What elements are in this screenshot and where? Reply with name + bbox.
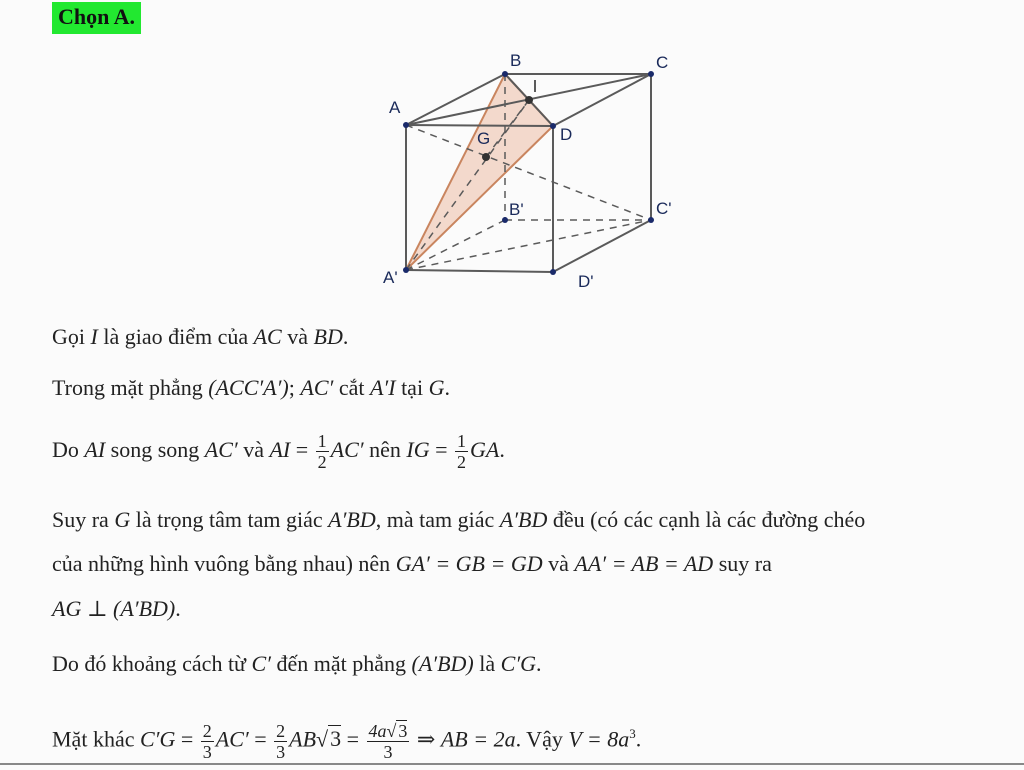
- answer-tag: Chọn A.: [52, 2, 141, 34]
- fraction-two-thirds: $\frac{2}{3}$: [202, 720, 212, 762]
- label-d-prime: D': [578, 272, 594, 291]
- bottom-divider: [0, 763, 1024, 765]
- solution-line-4: Suy ra G là trọng tâm tam giác A′BD, mà tam giác A′BD đều (có các cạnh là các đường chéo: [52, 507, 866, 532]
- label-b: B: [510, 51, 522, 70]
- label-d: D: [560, 125, 573, 144]
- label-b-prime: B': [509, 200, 524, 219]
- solution-line-5: của những hình vuông bằng nhau) nên GA′ = GB = GD và AA′ = AB = AD suy ra: [52, 551, 772, 576]
- sqrt-symbol: √: [316, 726, 329, 752]
- solution-line-8: Mặt khác C′G = $\frac{2}{3}$ AC′ = $\frac{2}{3}$ AB√3 = $\frac{4a√ 3}{3}$ ⇒ AB = 2a. Vậy $V = 8a^3$.: [52, 720, 642, 762]
- solution-line-1: Gọi I là giao điểm của AC và BD.: [52, 324, 349, 349]
- fraction-4a-sqrt3-over-3: $\frac{4a√ 3}{3}$: [368, 720, 408, 762]
- solution-line-3: Do AI song song AC′ và AI = $\frac{1}{2}$ AC′ nên IG = $\frac{1}{2}$ GA.: [52, 431, 505, 473]
- fraction-one-half-2: $\frac{1}{2}$: [457, 431, 467, 473]
- fraction-one-half: $\frac{1}{2}$: [317, 431, 327, 473]
- solution-line-6: AG ⊥ (A′BD).: [52, 596, 181, 621]
- label-a: A: [389, 98, 401, 117]
- label-c: C: [656, 53, 669, 72]
- label-g: G: [477, 129, 491, 148]
- solution-line-7: Do đó khoảng cách từ C′ đến mặt phẳng (A′BD) là C′G.: [52, 651, 542, 676]
- solution-line-2: Trong mặt phẳng (ACC′A′); AC′ cắt A′I tại G.: [52, 375, 450, 400]
- fraction-two-thirds-2: $\frac{2}{3}$: [276, 720, 286, 762]
- cube-figure: [0, 0, 1024, 300]
- label-c-prime: C': [656, 199, 672, 218]
- label-a-prime: A': [383, 268, 398, 287]
